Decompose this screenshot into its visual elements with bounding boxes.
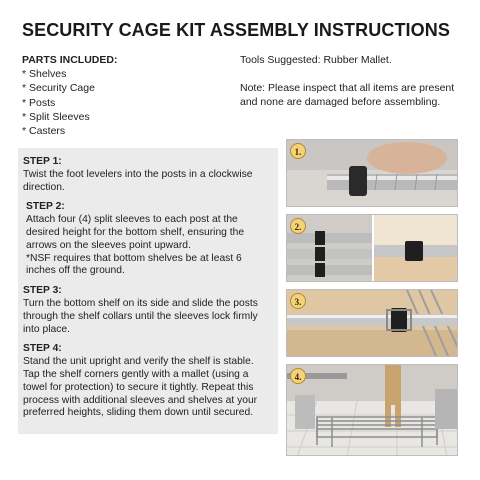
- page-title: SECURITY CAGE KIT ASSEMBLY INSTRUCTIONS: [22, 20, 450, 40]
- step-heading: STEP 4:: [23, 343, 62, 355]
- step-heading: STEP 2:: [26, 201, 65, 213]
- part-item: * Casters: [22, 125, 66, 138]
- step-number-badge: 4.: [290, 368, 306, 384]
- step-4: [23, 343, 272, 420]
- step-text: Stand the unit upright and verify the shelf is stable. Tap the shelf corners gently with a mallet (using a towel for protection) to secure it tightly. Repeat this process with additional sleeves and shelves at your preferred heights, sliding them down until secured.: [23, 356, 258, 419]
- step-1: [23, 156, 272, 194]
- step-heading: STEP 1:: [23, 156, 62, 167]
- part-item: * Security Cage: [22, 82, 95, 95]
- step-text: Turn the bottom shelf on its side and slide the posts through the shelf collars until the sleeves lock firmly into place.: [23, 297, 258, 335]
- part-item: * Split Sleeves: [22, 110, 90, 123]
- step-1-photo: [286, 139, 458, 207]
- part-item: * Posts: [22, 96, 56, 109]
- step-3: [23, 285, 272, 336]
- step-number-badge: 2.: [290, 218, 306, 234]
- parts-heading: PARTS INCLUDED:: [22, 54, 118, 66]
- step-number-badge: 3.: [290, 293, 306, 309]
- part-item: * Shelves: [22, 68, 67, 81]
- step-text: Twist the foot levelers into the posts in a clockwise direction.: [23, 168, 253, 193]
- step-nsf-note: *NSF requires that bottom shelves be at least 6 inches off the ground.: [26, 252, 242, 277]
- step-4-photo: [286, 364, 458, 456]
- tools-section: [240, 53, 465, 110]
- inspection-note: Note: Please inspect that all items are present and none are damaged before assembling.: [240, 82, 455, 109]
- tools-suggested: Tools Suggested: Rubber Mallet.: [240, 54, 392, 66]
- step-2: [23, 201, 272, 278]
- step-text: Attach four (4) split sleeves to each post at the desired height for the bottom shelf, ensuring the arrows on the sleeves point upward.: [26, 214, 245, 251]
- step-2-photo: [286, 214, 458, 282]
- step-number-badge: 1.: [290, 143, 306, 159]
- step-3-photo: [286, 289, 458, 357]
- step-heading: STEP 3:: [23, 285, 62, 297]
- steps-panel: [18, 148, 278, 434]
- parts-included: [22, 53, 117, 138]
